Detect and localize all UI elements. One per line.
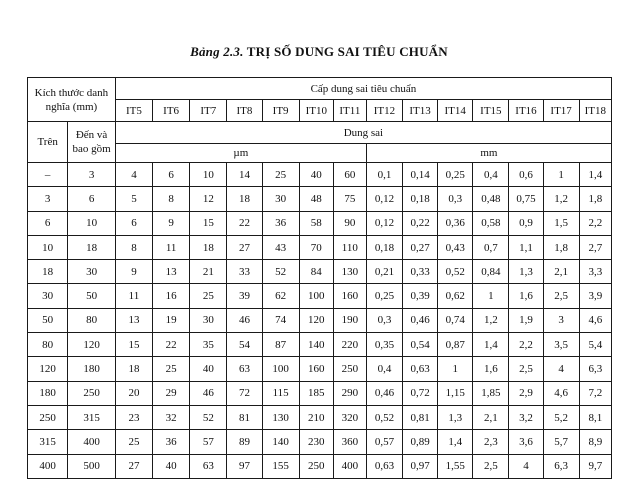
grade-header-it13: IT13 (403, 100, 438, 122)
cell-it14: 0,62 (438, 284, 473, 308)
cell-it15: 1,4 (473, 333, 509, 357)
tolerance-table (27, 77, 612, 479)
cell-it7: 57 (190, 430, 227, 454)
cell-it6: 36 (153, 430, 190, 454)
cell-it5: 27 (115, 454, 152, 478)
cell-to: 10 (68, 211, 116, 235)
cell-it10: 120 (299, 308, 333, 332)
cell-it10: 185 (299, 381, 333, 405)
cell-it17: 1,5 (543, 211, 579, 235)
table-row (28, 211, 612, 235)
cell-it13: 0,81 (403, 405, 438, 429)
cell-it6: 40 (153, 454, 190, 478)
cell-it14: 0,74 (438, 308, 473, 332)
cell-it6: 25 (153, 357, 190, 381)
cell-it6: 9 (153, 211, 190, 235)
cell-from: 3 (28, 187, 68, 211)
table-row (28, 381, 612, 405)
cell-it18: 2,2 (579, 211, 611, 235)
header-tolerance: Dung sai (115, 122, 611, 144)
cell-it8: 81 (227, 405, 262, 429)
cell-it14: 0,43 (438, 235, 473, 259)
cell-it8: 22 (227, 211, 262, 235)
cell-it13: 0,39 (403, 284, 438, 308)
cell-it11: 160 (333, 284, 366, 308)
cell-to: 30 (68, 260, 116, 284)
cell-it10: 230 (299, 430, 333, 454)
cell-it17: 6,3 (543, 454, 579, 478)
cell-it6: 22 (153, 333, 190, 357)
cell-it13: 0,89 (403, 430, 438, 454)
cell-it6: 29 (153, 381, 190, 405)
cell-it6: 13 (153, 260, 190, 284)
cell-it16: 1,1 (509, 235, 543, 259)
cell-from: 6 (28, 211, 68, 235)
cell-it12: 0,1 (366, 163, 402, 187)
cell-it5: 15 (115, 333, 152, 357)
cell-it6: 19 (153, 308, 190, 332)
cell-it6: 11 (153, 235, 190, 259)
cell-it6: 16 (153, 284, 190, 308)
cell-it8: 54 (227, 333, 262, 357)
cell-to: 80 (68, 308, 116, 332)
cell-it16: 0,6 (509, 163, 543, 187)
cell-it10: 210 (299, 405, 333, 429)
cell-it5: 20 (115, 381, 152, 405)
cell-it5: 5 (115, 187, 152, 211)
cell-it14: 0,52 (438, 260, 473, 284)
cell-it17: 4 (543, 357, 579, 381)
cell-it9: 25 (262, 163, 299, 187)
grade-header-it16: IT16 (509, 100, 543, 122)
header-from: Trên (28, 122, 68, 163)
cell-it14: 1,55 (438, 454, 473, 478)
cell-it16: 2,2 (509, 333, 543, 357)
grade-header-it8: IT8 (227, 100, 262, 122)
cell-it8: 14 (227, 163, 262, 187)
cell-it10: 250 (299, 454, 333, 478)
cell-it13: 0,18 (403, 187, 438, 211)
cell-it17: 2,5 (543, 284, 579, 308)
cell-it16: 2,5 (509, 357, 543, 381)
cell-it13: 0,54 (403, 333, 438, 357)
cell-it8: 97 (227, 454, 262, 478)
cell-it15: 0,7 (473, 235, 509, 259)
cell-it13: 0,46 (403, 308, 438, 332)
cell-it13: 0,14 (403, 163, 438, 187)
cell-it16: 0,9 (509, 211, 543, 235)
cell-it12: 0,57 (366, 430, 402, 454)
header-to: Đến và bao gồm (68, 122, 116, 163)
table-row (28, 163, 612, 187)
cell-from: 80 (28, 333, 68, 357)
table-row (28, 235, 612, 259)
cell-from: 315 (28, 430, 68, 454)
cell-it11: 130 (333, 260, 366, 284)
cell-it10: 40 (299, 163, 333, 187)
cell-it13: 0,63 (403, 357, 438, 381)
cell-it14: 0,36 (438, 211, 473, 235)
cell-it18: 2,7 (579, 235, 611, 259)
cell-from: 30 (28, 284, 68, 308)
cell-it18: 9,7 (579, 454, 611, 478)
cell-it7: 40 (190, 357, 227, 381)
cell-it11: 190 (333, 308, 366, 332)
cell-it15: 0,58 (473, 211, 509, 235)
cell-it9: 52 (262, 260, 299, 284)
cell-it15: 0,84 (473, 260, 509, 284)
cell-it15: 0,48 (473, 187, 509, 211)
table-row (28, 454, 612, 478)
cell-it10: 100 (299, 284, 333, 308)
cell-it13: 0,97 (403, 454, 438, 478)
cell-it7: 46 (190, 381, 227, 405)
grade-header-it10: IT10 (299, 100, 333, 122)
cell-it18: 8,1 (579, 405, 611, 429)
cell-from: 10 (28, 235, 68, 259)
cell-it13: 0,27 (403, 235, 438, 259)
cell-to: 250 (68, 381, 116, 405)
cell-it18: 7,2 (579, 381, 611, 405)
cell-it14: 0,25 (438, 163, 473, 187)
cell-it8: 27 (227, 235, 262, 259)
cell-it8: 72 (227, 381, 262, 405)
cell-it8: 46 (227, 308, 262, 332)
cell-it16: 3,6 (509, 430, 543, 454)
grade-header-it12: IT12 (366, 100, 402, 122)
cell-it5: 23 (115, 405, 152, 429)
cell-from: 180 (28, 381, 68, 405)
cell-it11: 250 (333, 357, 366, 381)
cell-it10: 48 (299, 187, 333, 211)
cell-it12: 0,46 (366, 381, 402, 405)
cell-from: 120 (28, 357, 68, 381)
cell-it12: 0,4 (366, 357, 402, 381)
cell-it16: 2,9 (509, 381, 543, 405)
cell-it14: 1 (438, 357, 473, 381)
header-unit-um: µm (115, 144, 366, 163)
cell-it12: 0,12 (366, 187, 402, 211)
table-caption (0, 44, 638, 60)
grade-header-it5: IT5 (115, 100, 152, 122)
grade-header-it9: IT9 (262, 100, 299, 122)
cell-it14: 1,15 (438, 381, 473, 405)
cell-it17: 5,2 (543, 405, 579, 429)
cell-it5: 4 (115, 163, 152, 187)
cell-it15: 2,1 (473, 405, 509, 429)
cell-from: 18 (28, 260, 68, 284)
cell-it10: 84 (299, 260, 333, 284)
cell-it9: 87 (262, 333, 299, 357)
cell-it8: 18 (227, 187, 262, 211)
cell-it11: 220 (333, 333, 366, 357)
table-row (28, 430, 612, 454)
cell-it18: 8,9 (579, 430, 611, 454)
cell-it16: 1,3 (509, 260, 543, 284)
cell-it7: 10 (190, 163, 227, 187)
cell-it12: 0,12 (366, 211, 402, 235)
cell-it7: 15 (190, 211, 227, 235)
grade-header-it14: IT14 (438, 100, 473, 122)
cell-it15: 1 (473, 284, 509, 308)
cell-it8: 89 (227, 430, 262, 454)
cell-it18: 1,8 (579, 187, 611, 211)
cell-it17: 1,8 (543, 235, 579, 259)
cell-it14: 0,3 (438, 187, 473, 211)
cell-it14: 1,3 (438, 405, 473, 429)
cell-from: 50 (28, 308, 68, 332)
cell-to: 180 (68, 357, 116, 381)
cell-it12: 0,3 (366, 308, 402, 332)
cell-it7: 63 (190, 454, 227, 478)
cell-it8: 33 (227, 260, 262, 284)
table-row (28, 333, 612, 357)
cell-it17: 1 (543, 163, 579, 187)
table-row (28, 284, 612, 308)
cell-it7: 21 (190, 260, 227, 284)
cell-from: – (28, 163, 68, 187)
cell-it11: 90 (333, 211, 366, 235)
cell-it11: 360 (333, 430, 366, 454)
header-grade-group: Cấp dung sai tiêu chuẩn (115, 78, 611, 100)
cell-to: 50 (68, 284, 116, 308)
cell-it6: 8 (153, 187, 190, 211)
header-nominal-size: Kích thước danh nghĩa (mm) (28, 78, 116, 122)
cell-it5: 9 (115, 260, 152, 284)
cell-it10: 70 (299, 235, 333, 259)
cell-it17: 5,7 (543, 430, 579, 454)
cell-it17: 4,6 (543, 381, 579, 405)
cell-to: 18 (68, 235, 116, 259)
cell-it17: 2,1 (543, 260, 579, 284)
cell-it17: 1,2 (543, 187, 579, 211)
cell-it5: 25 (115, 430, 152, 454)
grade-header-it11: IT11 (333, 100, 366, 122)
cell-it12: 0,21 (366, 260, 402, 284)
cell-it18: 4,6 (579, 308, 611, 332)
grade-header-it6: IT6 (153, 100, 190, 122)
cell-it16: 1,6 (509, 284, 543, 308)
cell-from: 250 (28, 405, 68, 429)
cell-it5: 13 (115, 308, 152, 332)
cell-it18: 5,4 (579, 333, 611, 357)
cell-it10: 160 (299, 357, 333, 381)
cell-it6: 6 (153, 163, 190, 187)
cell-it11: 400 (333, 454, 366, 478)
cell-it11: 75 (333, 187, 366, 211)
table-row (28, 187, 612, 211)
cell-it9: 36 (262, 211, 299, 235)
cell-it9: 130 (262, 405, 299, 429)
cell-it5: 8 (115, 235, 152, 259)
cell-it17: 3 (543, 308, 579, 332)
cell-it9: 155 (262, 454, 299, 478)
caption-label: Bảng 2.3. (190, 44, 244, 59)
grade-header-it17: IT17 (543, 100, 579, 122)
cell-it13: 0,22 (403, 211, 438, 235)
cell-it15: 2,3 (473, 430, 509, 454)
cell-it13: 0,72 (403, 381, 438, 405)
cell-it12: 0,25 (366, 284, 402, 308)
cell-to: 6 (68, 187, 116, 211)
cell-it15: 1,2 (473, 308, 509, 332)
cell-it14: 1,4 (438, 430, 473, 454)
cell-it16: 0,75 (509, 187, 543, 211)
cell-it8: 39 (227, 284, 262, 308)
cell-it5: 6 (115, 211, 152, 235)
cell-it7: 52 (190, 405, 227, 429)
cell-it7: 35 (190, 333, 227, 357)
table-row (28, 357, 612, 381)
cell-it14: 0,87 (438, 333, 473, 357)
cell-it18: 6,3 (579, 357, 611, 381)
cell-it5: 11 (115, 284, 152, 308)
cell-it12: 0,63 (366, 454, 402, 478)
cell-it9: 115 (262, 381, 299, 405)
cell-it18: 3,9 (579, 284, 611, 308)
cell-it9: 43 (262, 235, 299, 259)
cell-it10: 58 (299, 211, 333, 235)
cell-it7: 30 (190, 308, 227, 332)
grade-header-it18: IT18 (579, 100, 611, 122)
cell-to: 3 (68, 163, 116, 187)
grade-header-row (28, 100, 612, 122)
cell-it8: 63 (227, 357, 262, 381)
cell-it15: 0,4 (473, 163, 509, 187)
cell-it9: 30 (262, 187, 299, 211)
cell-to: 500 (68, 454, 116, 478)
cell-it12: 0,52 (366, 405, 402, 429)
cell-it16: 3,2 (509, 405, 543, 429)
cell-it11: 290 (333, 381, 366, 405)
cell-it5: 18 (115, 357, 152, 381)
cell-it6: 32 (153, 405, 190, 429)
cell-it11: 60 (333, 163, 366, 187)
cell-to: 120 (68, 333, 116, 357)
caption-title: TRỊ SỐ DUNG SAI TIÊU CHUẨN (246, 44, 448, 59)
cell-to: 400 (68, 430, 116, 454)
cell-it7: 12 (190, 187, 227, 211)
cell-it17: 3,5 (543, 333, 579, 357)
table-body (28, 163, 612, 479)
cell-it9: 62 (262, 284, 299, 308)
cell-it15: 2,5 (473, 454, 509, 478)
cell-it13: 0,33 (403, 260, 438, 284)
cell-it15: 1,85 (473, 381, 509, 405)
table-row (28, 308, 612, 332)
cell-to: 315 (68, 405, 116, 429)
header-unit-mm: mm (366, 144, 611, 163)
cell-it18: 1,4 (579, 163, 611, 187)
cell-it9: 100 (262, 357, 299, 381)
cell-it12: 0,18 (366, 235, 402, 259)
cell-it7: 25 (190, 284, 227, 308)
grade-header-it7: IT7 (190, 100, 227, 122)
cell-from: 400 (28, 454, 68, 478)
cell-it12: 0,35 (366, 333, 402, 357)
cell-it11: 320 (333, 405, 366, 429)
table-row (28, 260, 612, 284)
cell-it15: 1,6 (473, 357, 509, 381)
cell-it16: 1,9 (509, 308, 543, 332)
cell-it9: 140 (262, 430, 299, 454)
cell-it7: 18 (190, 235, 227, 259)
cell-it18: 3,3 (579, 260, 611, 284)
grade-header-it15: IT15 (473, 100, 509, 122)
cell-it9: 74 (262, 308, 299, 332)
cell-it16: 4 (509, 454, 543, 478)
cell-it11: 110 (333, 235, 366, 259)
table-header (28, 78, 612, 163)
cell-it10: 140 (299, 333, 333, 357)
table-row (28, 405, 612, 429)
